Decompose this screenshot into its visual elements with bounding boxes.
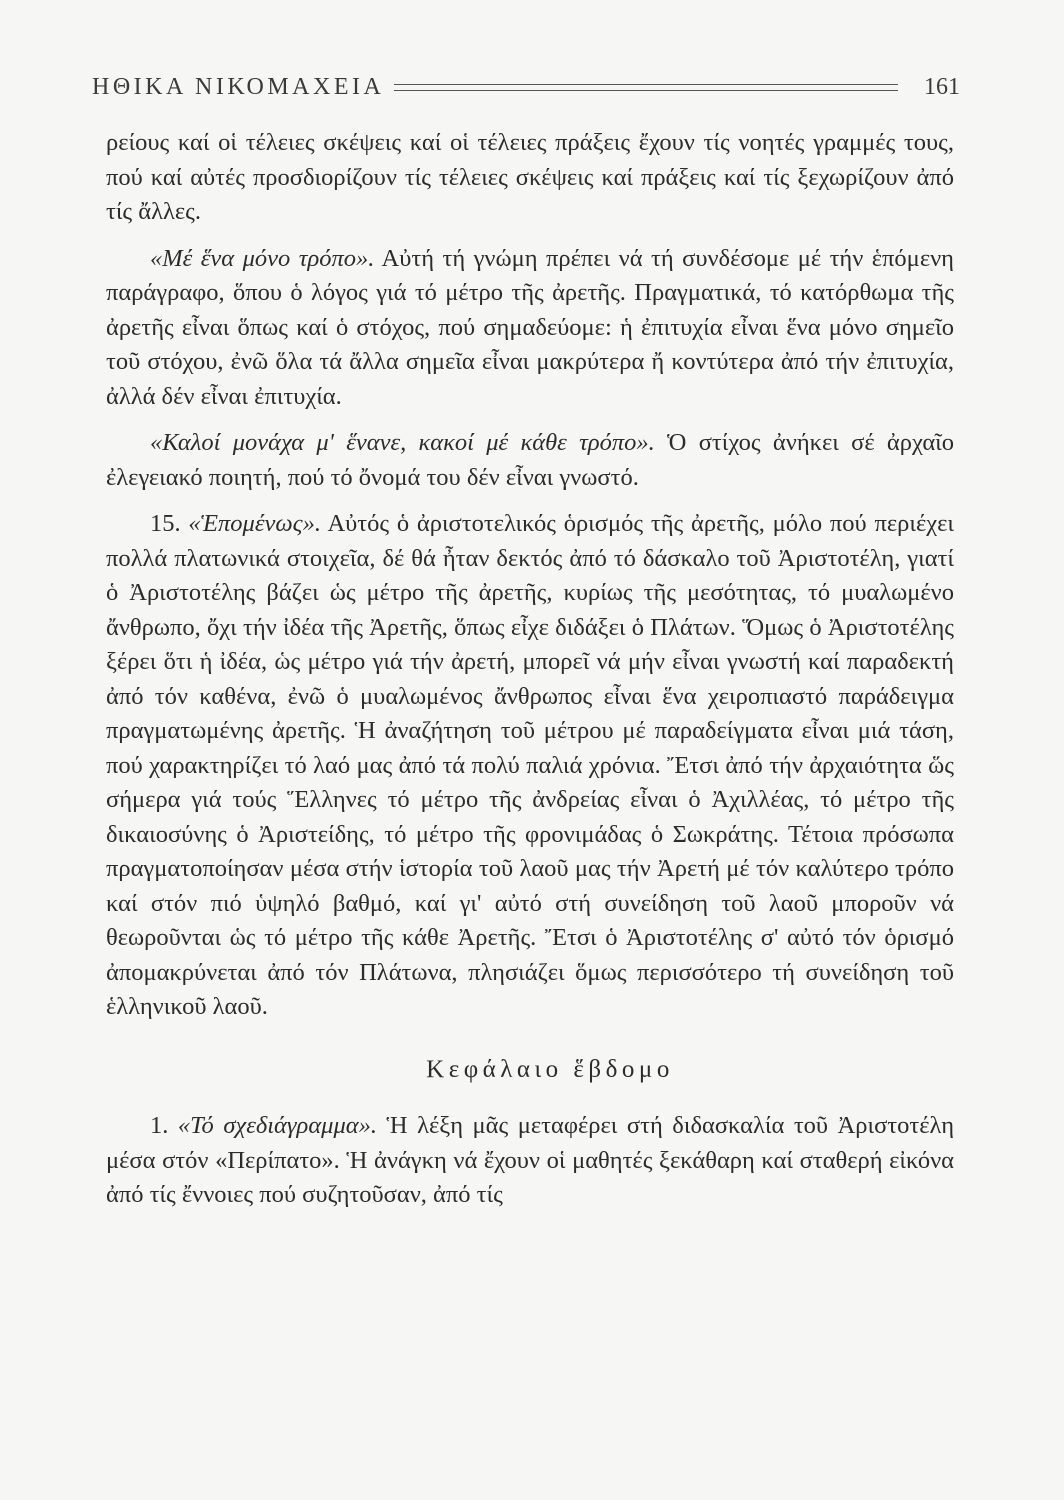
quoted-phrase: «Καλοί μονάχα μ' ἕνανε, κακοί μέ κάθε τρόπο». xyxy=(150,429,655,456)
paragraph-continuation: ρείους καί οἱ τέλειες σκέψεις καί οἱ τέλειες πράξεις ἔχουν τίς νοητές γραμμές τους, πού καί αὐτές προσδιορίζουν τίς τέλειες σκέψεις καί πράξεις καί τίς ξεχωρίζουν ἀπό τίς ἄλλες. xyxy=(106,129,954,225)
running-title: ΗΘΙΚΑ ΝΙΚΟΜΑΧΕΙΑ xyxy=(92,73,385,100)
paragraph-numbered: 15. «Ἑπομένως». Αὐτός ὁ ἀριστοτελικός ὁρισμός τῆς ἀρετῆς, μόλο πού περιέχει πολλά πλατωνικά στοιχεῖα, δέ θά ἦταν δεκτός ἀπό τό δάσκαλο τοῦ Ἀριστοτέλη, γιατί ὁ Ἀριστοτέλης βάζει ὡς μέτρο τῆς ἀρετῆς, κυρίως τῆς μεσότητας, τό μυαλωμένο ἄνθρωπο, ὄχι τήν ἰδέα τῆς Ἀρετῆς, ὅπως εἶχε διδάξει ὁ Πλάτων. Ὅμως ὁ Ἀριστοτέλης ξέρει ὅτι ἡ ἰδέα, ὡς μέτρο γιά τήν ἀρετή, μπορεῖ νά μήν εἶναι γνωστή καί παραδεκτή ἀπό τόν καθένα, ἐνῶ ὁ μυαλωμένος ἄνθρωπος εἶναι ἕνα χειροπιαστό παράδειγμα πραγματωμένης ἀρετῆς. Ἡ ἀναζήτηση τοῦ μέτρου μέ παραδείγματα εἶναι μιά τάση, πού χαρακτηρίζει τό λαό μας ἀπό τά πολύ παλιά χρόνια. Ἔτσι ἀπό τήν ἀρχαιότητα ὥς σήμερα γιά τούς Ἕλληνες τό μέτρο τῆς ἀνδρείας εἶναι ὁ Ἀχιλλέας, τό μέτρο τῆς δικαιοσύνης ὁ Ἀριστείδης, τό μέτρο τῆς φρονιμάδας ὁ Σωκράτης. Τέτοια πρόσωπα πραγματοποίησαν μέσα στήν ἱστορία τοῦ λαοῦ μας τήν Ἀρετή μέ τόν καλύτερο τρόπο καί στόν πιό ὑψηλό βαθμό, καί γι' αὐτό στή συνείδηση τοῦ λαοῦ μποροῦν νά θεωροῦνται ὡς τό μέτρο τῆς κάθε Ἀρετῆς. Ἔτσι ὁ Ἀριστοτέλης σ' αὐτό τόν ὁρισμό ἀπομακρύνεται ἀπό τόν Πλάτωνα, πλησιάζει ὅμως περισσότερο τή συνείδηση τοῦ ἑλληνικοῦ λαοῦ. xyxy=(106,510,954,1020)
paragraph-commentary: «Καλοί μονάχα μ' ἕνανε, κακοί μέ κάθε τρόπο». Ὁ στίχος ἀνήκει σέ ἀρχαῖο ἐλεγειακό ποιητή, πού τό ὄνομά του δέν εἶναι γνωστό. xyxy=(106,429,954,491)
running-head xyxy=(92,70,960,104)
note-number: 1. xyxy=(150,1112,169,1139)
page-number: 161 xyxy=(924,73,960,100)
paragraph-commentary: «Μέ ἕνα μόνο τρόπο». Αὐτή τή γνώμη πρέπει νά τή συνδέσομε μέ τήν ἑπόμενη παράγραφο, ὅπου ὁ λόγος γιά τό μέτρο τῆς ἀρετῆς. Πραγματικά, τό κατόρθωμα τῆς ἀρετῆς εἶναι ὅπως καί ὁ στόχος, πού σημαδεύομε: ἡ ἐπιτυχία εἶναι ἕνα μόνο σημεῖο τοῦ στόχου, ἐνῶ ὅλα τά ἄλλα σημεῖα εἶναι μακρύτερα ἤ κοντύτερα ἀπό τήν ἐπιτυχία, ἀλλά δέν εἶναι ἐπιτυχία. xyxy=(106,244,954,410)
quoted-phrase: «Τό σχεδιάγραμμα». xyxy=(177,1112,378,1139)
quoted-phrase: «Μέ ἕνα μόνο τρόπο». xyxy=(150,244,375,272)
double-rule-divider xyxy=(394,84,898,91)
body-text xyxy=(106,126,954,1213)
quoted-phrase: «Ἑπομένως». xyxy=(188,510,321,537)
paragraph-numbered: 1. «Τό σχεδιάγραμμα». Ἡ λέξη μᾶς μεταφέρει στή διδασκαλία τοῦ Ἀριστοτέλη μέσα στόν «Περίπατο». Ἡ ἀνάγκη νά ἔχουν οἱ μαθητές ξεκάθαρη καί σταθερή εἰκόνα ἀπό τίς ἔννοιες πού συζητοῦσαν, ἀπό τίς xyxy=(106,1112,955,1208)
note-number: 15. xyxy=(150,510,181,537)
chapter-heading: Κεφάλαιο ἕβδομο xyxy=(426,1055,674,1083)
